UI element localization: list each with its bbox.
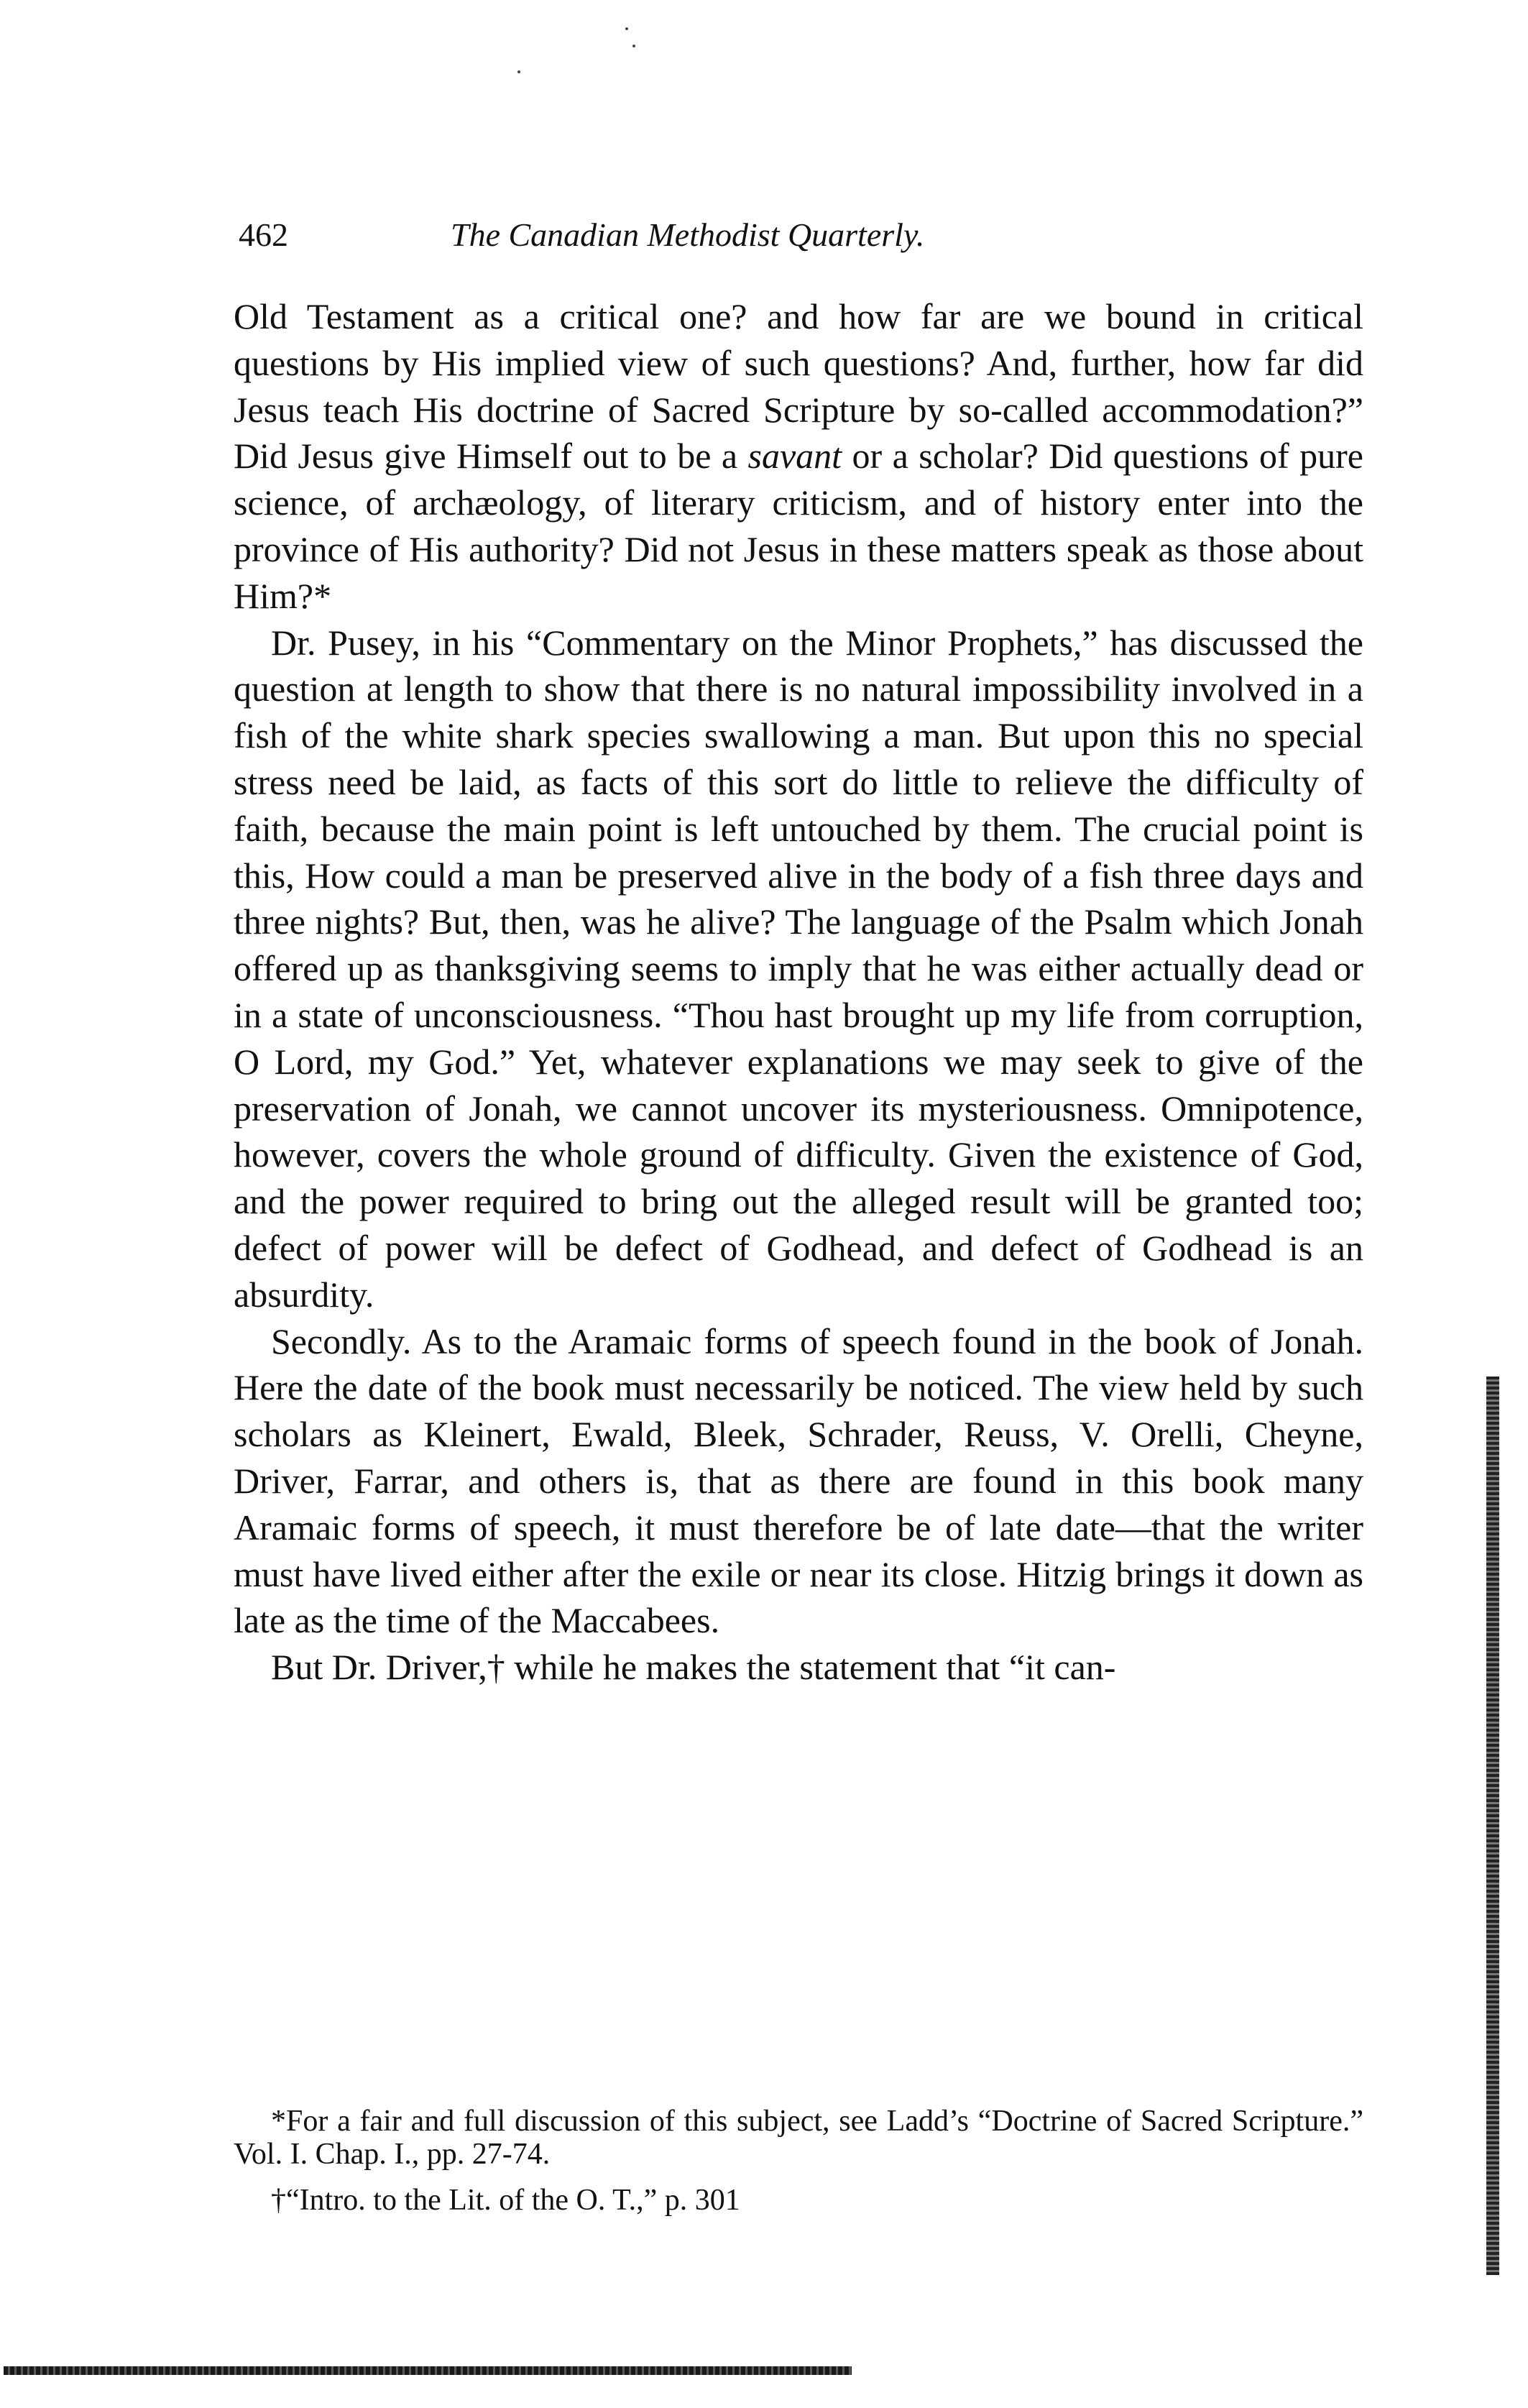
paragraph-2: Dr. Pusey, in his “Commentary on the Minor Prophets,” has discussed the question at length to show that there is no natural impossibility involved in a fish of the white shark species swallowing a man. But upon this no special stress need be laid, as facts of this sort do little to relieve the difficulty of faith, because the main point is left untouched by them. The crucial point is this, How could a man be preserved alive in the body of a fish three days and three nights? But, then, was he alive? The language of the Psalm which Jonah offered up as thanksgiving seems to imply that he was either actually dead or in a state of unconsciousness. “Thou hast brought up my life from corruption, O Lord, my God.” Yet, whatever explanations we may seek to give of the preservation of Jonah, we cannot uncover its mysteriousness. Omnipotence, however, covers the whole ground of difficulty. Given the existence of God, and the power required to bring out the alleged result will be granted too; defect of power will be defect of Godhead, and defect of Godhead is an absurdity. — [234, 622, 1363, 1315]
scan-edge-artifact — [1486, 1377, 1499, 2275]
paragraph-3: Secondly. As to the Aramaic forms of speech found in the book of Jonah. Here the date of the book must necessarily be noticed. The view held by such scholars as Kleinert, Ewald, Bleek, Schrader, Reuss, V. Orelli, Cheyne, Driver, Farrar, and others is, that as there are found in this book many Aramaic forms of speech, it must therefore be of late date—that the writer must have lived either after the exile or near its close. Hitzig brings it down as late as the time of the Maccabees. — [234, 1320, 1363, 1641]
running-title: The Canadian Methodist Quarterly. — [451, 216, 925, 253]
footnote-2: †“Intro. to the Lit. of the O. T.,” p. 301 — [271, 2184, 740, 2217]
paragraph-1-text: Old Testament as a critical one? and how far are we bound in critical questions by His implied view of such questions? And, further, how far did Jesus teach His doctrine of Sacred Scripture by so-called accommodation?” Did Jesus give Himself out to be a — [234, 296, 1363, 477]
paragraph-1-italic: savant — [747, 436, 842, 477]
paragraph-1-end: or a scholar? Did questions of pure science, of archæology, of literary criticism, and of history enter into the province of His authority? Did not Jesus in these matters speak as those about Him?* — [234, 436, 1363, 616]
scan-speck — [517, 70, 520, 73]
footnotes — [234, 2105, 1363, 2230]
scan-speck — [632, 45, 635, 47]
scan-speck — [625, 27, 628, 30]
page-number: 462 — [239, 216, 288, 253]
paragraph-1 — [234, 293, 1363, 620]
body-text — [234, 293, 1363, 1691]
footnote-1: *For a fair and full discussion of this subject, see Ladd’s “Doctrine of Sacred Scripture.” Vol. I. Chap. I., pp. 27-74. — [234, 2105, 1363, 2171]
paragraph-4: But Dr. Driver,† while he makes the statement that “it can- — [271, 1647, 1116, 1688]
scan-bottom-artifact — [4, 2366, 852, 2375]
page-header — [239, 208, 1179, 266]
